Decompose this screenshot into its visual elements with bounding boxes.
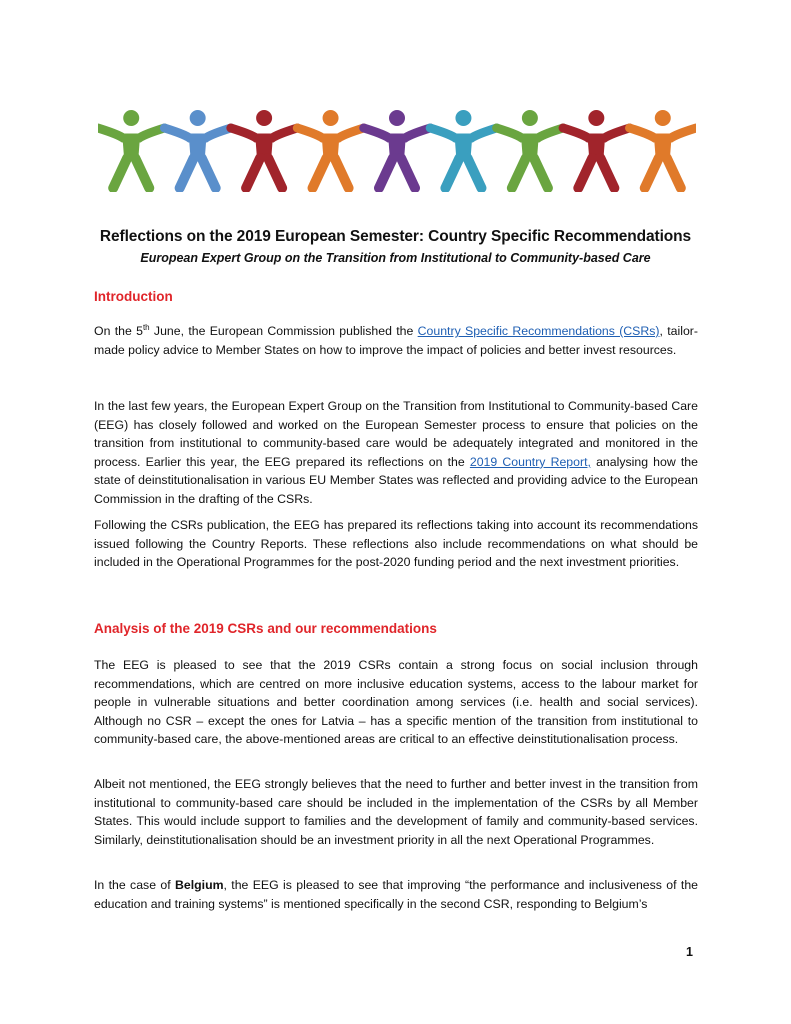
analysis-p3-text-a: In the case of [94, 878, 175, 892]
intro-p1-text-a: On the 5 [94, 324, 143, 338]
document-subtitle: European Expert Group on the Transition from Institutional to Community-based Care [140, 251, 651, 265]
intro-p1-superscript: th [142, 322, 150, 332]
analysis-paragraph-2: Albeit not mentioned, the EEG strongly believes that the need to further and better invest in the transition from institutional to community-based care should be included in the implementation of the CSRs by all Member States. This would include support to families and the development of family and community-based services. Similarly, deinstitutionalisation should be an investment priority in all the next Operational Programmes. [94, 777, 698, 847]
people-chain-logo [98, 108, 696, 192]
page-number: 1 [686, 945, 693, 959]
person-figure [563, 110, 629, 188]
intro-paragraph-3: Following the CSRs publication, the EEG has prepared its reflections taking into account its recommendations issued following the Country Reports. These reflections also include recommendations on what should be included in the Operational Programmes for the post-2020 funding period and the next investment priorities. [94, 518, 698, 570]
intro-p2-text-a: In the last few years, the European Expert Group on the Transition from Institutional to Community-based Care (EEG) has closely followed and worked on the European Semester process to ensure that policies on the transition from institutional to community-based care would be adequately integrated and monitored in the process. Earlier this year, the EEG prepared its reflections on the [94, 399, 698, 469]
section-heading-introduction: Introduction [94, 289, 173, 304]
intro-paragraph-2 [94, 397, 698, 509]
intro-p1-text-b: June, the European Commission published the [149, 324, 418, 338]
country-name-belgium: Belgium [175, 878, 224, 892]
analysis-paragraph-3 [94, 876, 698, 913]
person-figure [430, 110, 496, 188]
csr-link[interactable]: Country Specific Recommendations (CSRs) [417, 324, 660, 338]
analysis-paragraph-1: The EEG is pleased to see that the 2019 CSRs contain a strong focus on social inclusion through recommendations, which are centred on more inclusive education systems, access to the labour market for people in vulnerable situations and better coordination among services (i.e. health and social services). Although no CSR – except the ones for Latvia – has a specific mention of the transition from institutional to community-based care, the above-mentioned areas are critical to an effective deinstitutionalisation process. [94, 658, 698, 747]
intro-p1-text-c: , tailor-made policy advice to Member States on how to improve the impact of policies and better invest resources. [94, 324, 698, 357]
person-figure [630, 110, 696, 188]
person-figure [297, 110, 363, 188]
section-heading-analysis: Analysis of the 2019 CSRs and our recommendations [94, 621, 437, 636]
person-figure [98, 110, 164, 188]
country-report-link[interactable]: 2019 Country Report, [469, 454, 591, 469]
person-figure [164, 110, 230, 188]
analysis-p3-text-b: , the EEG is pleased to see that improving “the performance and inclusiveness of the education and training systems” is mentioned specifically in the second CSR, responding to Belgium’s [94, 878, 699, 911]
person-figure [497, 110, 563, 188]
document-title: Reflections on the 2019 European Semester: Country Specific Recommendations [99, 228, 692, 245]
intro-p2-text-b: analysing how the state of deinstitutionalisation in various EU Member States was reflected and providing advice to the European Commission in the drafting of the CSRs. [94, 454, 698, 506]
person-figure [231, 110, 297, 188]
intro-paragraph-1 [94, 322, 698, 359]
person-figure [364, 110, 430, 188]
